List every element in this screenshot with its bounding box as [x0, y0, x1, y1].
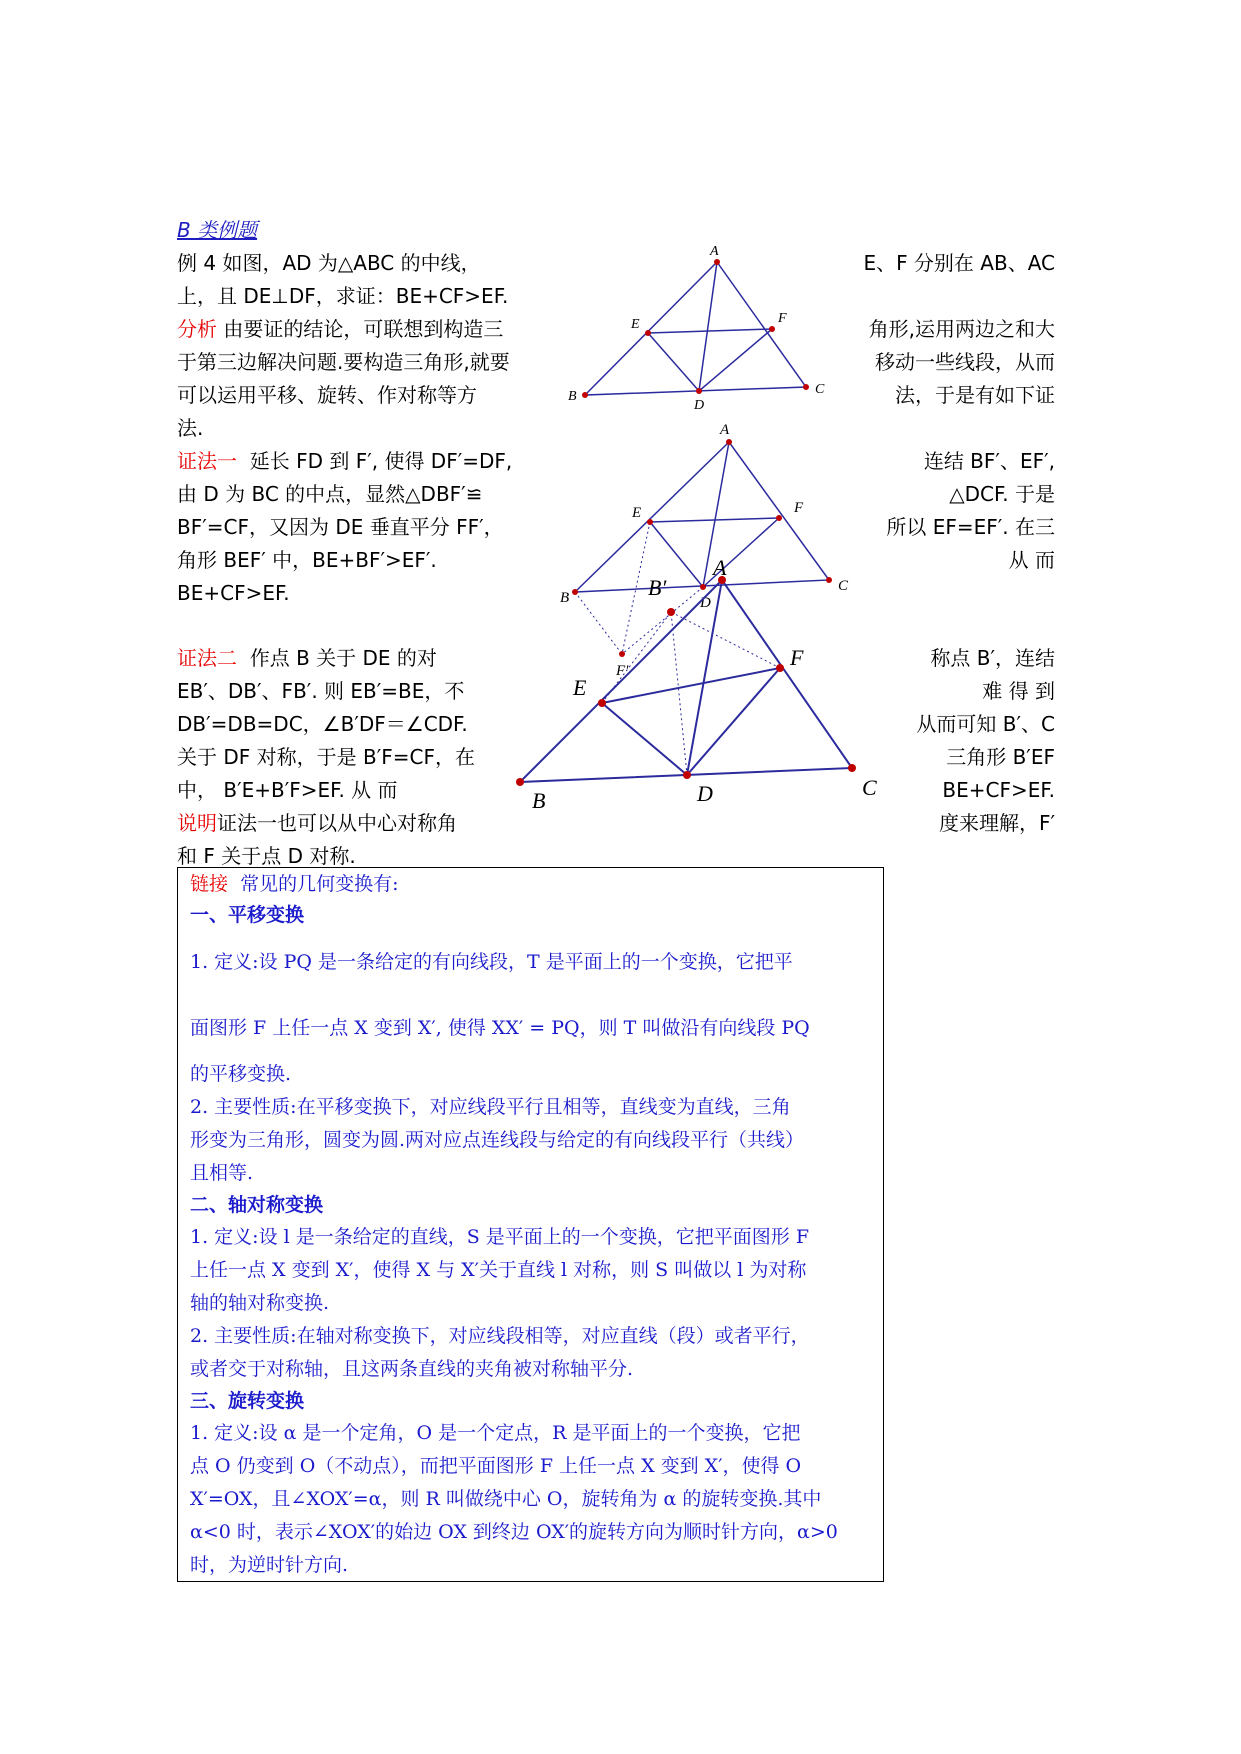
example-line-1-left: 例 4 如图，AD 为△ABC 的中线， [177, 251, 481, 275]
fig1-segment-df [699, 329, 772, 391]
translation-definition-2: 面图形 F 上任一点 X 变到 X′, 使得 XX′ = PQ，则 T 叫做沿有向线段 PQ [190, 1017, 810, 1039]
method2-line-3-right: 从而可知 B′、C [916, 712, 1055, 736]
translation-property-3: 且相等. [190, 1162, 254, 1184]
method1-label: 证法一 [177, 449, 237, 473]
method2-line-3-left: DB′=DB=DC，∠B′DF＝∠CDF. [177, 712, 468, 736]
fig3-point-c [848, 764, 856, 772]
link-intro: 常见的几何变换有: [240, 873, 399, 895]
axial-symmetry-property-1: 2. 主要性质:在轴对称变换下，对应线段相等，对应直线（段）或者平行， [190, 1325, 810, 1347]
translation-definition-3: 的平移变换. [190, 1063, 292, 1085]
fig1-point-f [769, 326, 775, 332]
fig3-label-e: E [573, 675, 587, 700]
fig2-point-b [572, 589, 578, 595]
note-label: 说明 [177, 811, 217, 835]
analysis-line-2-left: 于第三边解决问题.要构造三角形,就要 [177, 350, 510, 374]
fig2-label-f-prime: F′ [616, 663, 629, 679]
fig3-label-c: C [862, 775, 877, 800]
link-box-intro-line [190, 872, 399, 896]
fig3-label-b-prime: B′ [648, 575, 667, 600]
example-line-2: 上，且 DE⊥DF，求证：BE+CF>EF. [177, 284, 509, 308]
fig1-segment-de [648, 333, 699, 391]
fig1-point-b [582, 392, 588, 398]
fig2-point-f [776, 515, 782, 521]
fig1-label-b: B [568, 389, 577, 404]
fig1-label-c: C [815, 382, 825, 397]
fig2-point-a [726, 439, 732, 445]
method2-line-5-right: BE+CF>EF. [942, 778, 1055, 802]
fig2-point-e [647, 519, 653, 525]
method2-line-5-left: 中， B′E+B′F>EF. 从 而 [177, 778, 398, 802]
rotation-definition-2: 点 O 仍变到 O（不动点），而把平面图形 F 上任一点 X 变到 X′，使得 O [190, 1455, 802, 1477]
fig3-label-a: A [713, 555, 727, 580]
fig1-label-e: E [631, 317, 640, 332]
fig3-label-f: F [790, 645, 804, 670]
fig2-label-c: C [838, 578, 849, 594]
fig1-point-d [696, 388, 702, 394]
axial-symmetry-definition-3: 轴的轴对称变换. [190, 1292, 330, 1314]
method1-line-2-left: 由 D 为 BC 的中点，显然△DBF′≌ [177, 482, 483, 506]
axial-symmetry-property-2: 或者交于对称轴，且这两条直线的夹角被对称轴平分. [190, 1358, 634, 1380]
fig2-label-d: D [700, 595, 711, 611]
analysis-line-3-left: 可以运用平移、旋转、作对称等方 [177, 383, 477, 407]
rotation-definition-4: α<0 时，表示∠XOX′的始边 OX 到终边 OX′的旋转方向为顺时针方向，α>0 [190, 1521, 838, 1543]
axial-symmetry-title: 二、轴对称变换 [190, 1194, 324, 1216]
translation-property-1: 2. 主要性质:在平移变换下，对应线段平行且相等，直线变为直线，三角 [190, 1096, 791, 1118]
fig2-point-c [826, 577, 832, 583]
fig2-triangle [575, 442, 829, 592]
axial-symmetry-definition-2: 上任一点 X 变到 X′，使得 X 与 X′关于直线 l 对称，则 S 叫做以 l 为对称 [190, 1259, 807, 1281]
figure-2 [575, 442, 829, 592]
fig1-point-c [803, 384, 809, 390]
rotation-definition-5: 时，为逆时针方向. [190, 1554, 349, 1576]
rotation-definition-3: X′=OX，且∠XOX′=α，则 R 叫做绕中心 O，旋转角为 α 的旋转变换.其中 [190, 1488, 822, 1510]
fig3-point-e [598, 699, 606, 707]
fig1-label-f: F [778, 311, 787, 326]
fig1-segment-ef [648, 329, 772, 333]
fig3-point-b-prime [667, 608, 675, 616]
fig3-label-b: B [532, 788, 546, 813]
example-line-1-right: E、F 分别在 AB、AC [863, 251, 1055, 275]
note-text-1: 证法一也可以从中心对称角 [217, 811, 457, 835]
note-line-2: 和 F 关于点 D 对称. [177, 844, 356, 868]
method1-line-2-right: △DCF. 于是 [949, 482, 1055, 506]
fig1-label-a: A [710, 244, 719, 259]
fig2-label-a: A [720, 422, 730, 438]
rotation-definition-1: 1. 定义:设 α 是一个定角，O 是一个定点，R 是平面上的一个变换，它把 [190, 1422, 801, 1444]
method2-line-1-right: 称点 B′，连结 [930, 646, 1055, 670]
method1-line-1-right: 连结 BF′、EF′, [923, 449, 1055, 473]
method2-label: 证法二 [177, 646, 237, 670]
fig2-dashed-bf-prime [575, 592, 622, 654]
fig2-point-f-prime [619, 651, 625, 657]
fig3-point-d [683, 771, 691, 779]
analysis-line-3-right: 法，于是有如下证 [895, 383, 1055, 407]
figure-3 [520, 580, 852, 782]
link-label: 链接 [190, 873, 229, 895]
method1-line-3-left: BF′=CF，又因为 DE 垂直平分 FF′， [177, 515, 504, 539]
method1-line-4-right: 从 而 [1008, 548, 1055, 572]
fig1-point-e [645, 330, 651, 336]
fig1-label-d: D [694, 398, 705, 413]
translation-property-2: 形变为三角形，圆变为圆.两对应点连线段与给定的有向线段平行（共线） [190, 1129, 805, 1151]
fig3-label-d: D [697, 781, 713, 806]
method2-line-2-right: 难 得 到 [982, 679, 1055, 703]
method1-line-3-right: 所以 EF=EF′. 在三 [886, 515, 1055, 539]
analysis-text-1: 由要证的结论，可联想到构造三 [223, 317, 504, 341]
analysis-line-2-right: 移动一些线段，从而 [875, 350, 1055, 374]
method1-text-1: 延长 FD 到 F′, 使得 DF′=DF, [249, 449, 513, 473]
fig3-triangle [520, 580, 852, 782]
fig2-label-f: F [794, 500, 804, 516]
method1-line-5: BE+CF>EF. [177, 581, 290, 605]
method2-line-2-left: EB′、DB′、FB′. 则 EB′=BE，不 [177, 679, 465, 703]
fig3-dashed-db-prime [671, 612, 687, 775]
fig2-label-b: B [560, 590, 570, 606]
fig2-point-d [700, 584, 706, 590]
rotation-title: 三、旋转变换 [190, 1390, 305, 1412]
analysis-line-4: 法. [177, 416, 204, 440]
fig3-segment-de [602, 703, 687, 775]
axial-symmetry-definition-1: 1. 定义:设 l 是一条给定的直线，S 是平面上的一个变换，它把平面图形 F [190, 1226, 810, 1248]
analysis-line-1-right: 角形,运用两边之和大 [868, 317, 1055, 341]
fig3-point-b [516, 778, 524, 786]
fig3-point-f [776, 664, 784, 672]
translation-title: 一、平移变换 [190, 904, 305, 926]
method2-line-4-right: 三角形 B′EF [946, 745, 1055, 769]
method1-line-4-left: 角形 BEF′ 中，BE+BF′>EF′. [177, 548, 437, 572]
fig1-median-ad [699, 262, 717, 391]
analysis-label: 分析 [177, 317, 217, 341]
section-heading: B 类例题 [177, 218, 258, 242]
method2-text-1: 作点 B 关于 DE 的对 [249, 646, 437, 670]
fig2-label-e: E [632, 505, 642, 521]
note-line-1-right: 度来理解，F′ [938, 811, 1055, 835]
translation-definition-1: 1. 定义:设 PQ 是一条给定的有向线段，T 是平面上的一个变换，它把平 [190, 951, 793, 973]
method2-line-4-left: 关于 DF 对称，于是 B′F=CF，在 [177, 745, 475, 769]
fig1-point-a [714, 259, 720, 265]
